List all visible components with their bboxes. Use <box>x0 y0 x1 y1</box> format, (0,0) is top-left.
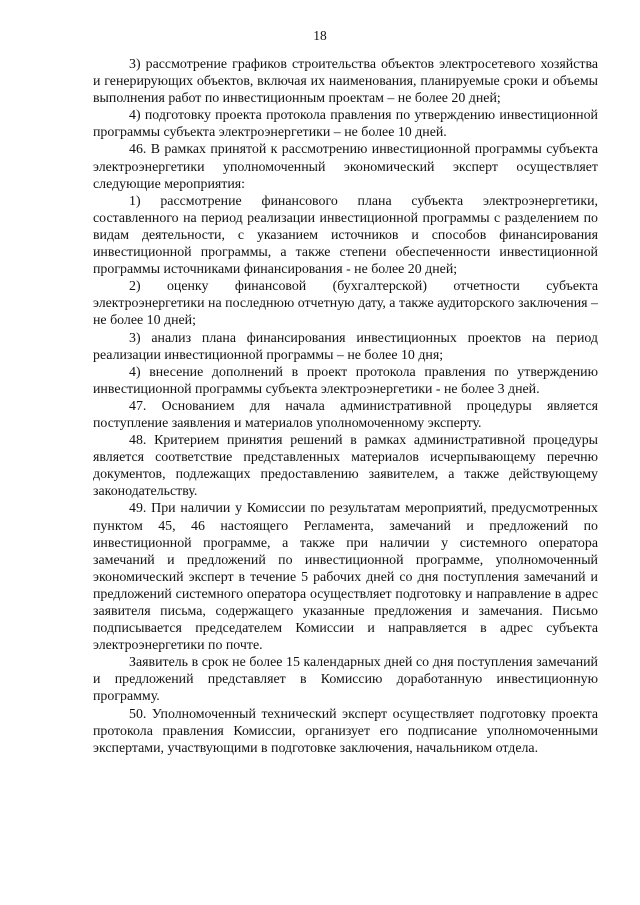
paragraph-applicant: Заявитель в срок не более 15 календарных дней со дня поступления замечаний и предложений представляет в Комиссию доработанную инвестиционную программу. <box>93 655 598 705</box>
paragraph-clause-49: 49. При наличии у Комиссии по результатам мероприятий, предусмотренных пунктом 45, 46 настоящего Регламента, замечаний и предложений по инвестиционной программе, а также при наличии у системного оператора замечаний и предложений по инвестиционной программе, уполномоченный экономический эксперт в течение 5 рабочих дней со дня поступления замечаний и предложений системного оператора осуществляет подготовку и направление в адрес заявителя письма, содержащего указанные предложения и замечания. Письмо подписывается председателем Комиссии и направляется в адрес субъекта электроэнергетики по почте. <box>93 501 598 654</box>
paragraph-item-4: 4) подготовку проекта протокола правления по утверждению инвестиционной программы субъекта электроэнергетики – не более 10 дней. <box>93 108 598 141</box>
paragraph-clause-46: 46. В рамках принятой к рассмотрению инвестиционной программы субъекта электроэнергетики уполномоченный экономический эксперт осуществляет следующие мероприятия: <box>93 142 598 192</box>
paragraph-item-3b: 3) анализ плана финансирования инвестиционных проектов на период реализации инвестиционной программы – не более 10 дня; <box>93 330 598 363</box>
paragraph-clause-50: 50. Уполномоченный технический эксперт осуществляет подготовку проекта протокола правления Комиссии, организует его подписание уполномоченными экспертами, участвующими в подготовке заключения, начальником отдела. <box>93 706 598 756</box>
paragraph-item-4b: 4) внесение дополнений в проект протокола правления по утверждению инвестиционной программы субъекта электроэнергетики - не более 3 дней. <box>93 364 598 397</box>
paragraph-item-1: 1) рассмотрение финансового плана субъекта электроэнергетики, составленного на период реализации инвестиционной программы с разделением по видам деятельности, с указанием источников и способов финансирования инвестиционной программы, а также степени обеспеченности инвестиционной программы источниками финансирования - не более 20 дней; <box>93 193 598 278</box>
paragraph-clause-48: 48. Критерием принятия решений в рамках административной процедуры является соответствие представленных материалов исчерпывающему перечню документов, подлежащих предоставлению заявителем, а также действующему законодательству. <box>93 433 598 500</box>
paragraph-clause-47: 47. Основанием для начала административной процедуры является поступление заявления и материалов уполномоченному эксперту. <box>93 398 598 431</box>
paragraph-item-2: 2) оценку финансовой (бухгалтерской) отчетности субъекта электроэнергетики на последнюю отчетную дату, а также аудиторского заключения – не более 10 дней; <box>93 279 598 329</box>
document-body <box>93 56 598 757</box>
paragraph-item-3: 3) рассмотрение графиков строительства объектов электросетевого хозяйства и генерирующих объектов, включая их наименования, планируемые сроки и объемы выполнения работ по инвестиционным проектам – не более 20 дней; <box>93 57 598 107</box>
page-number: 18 <box>313 28 327 43</box>
